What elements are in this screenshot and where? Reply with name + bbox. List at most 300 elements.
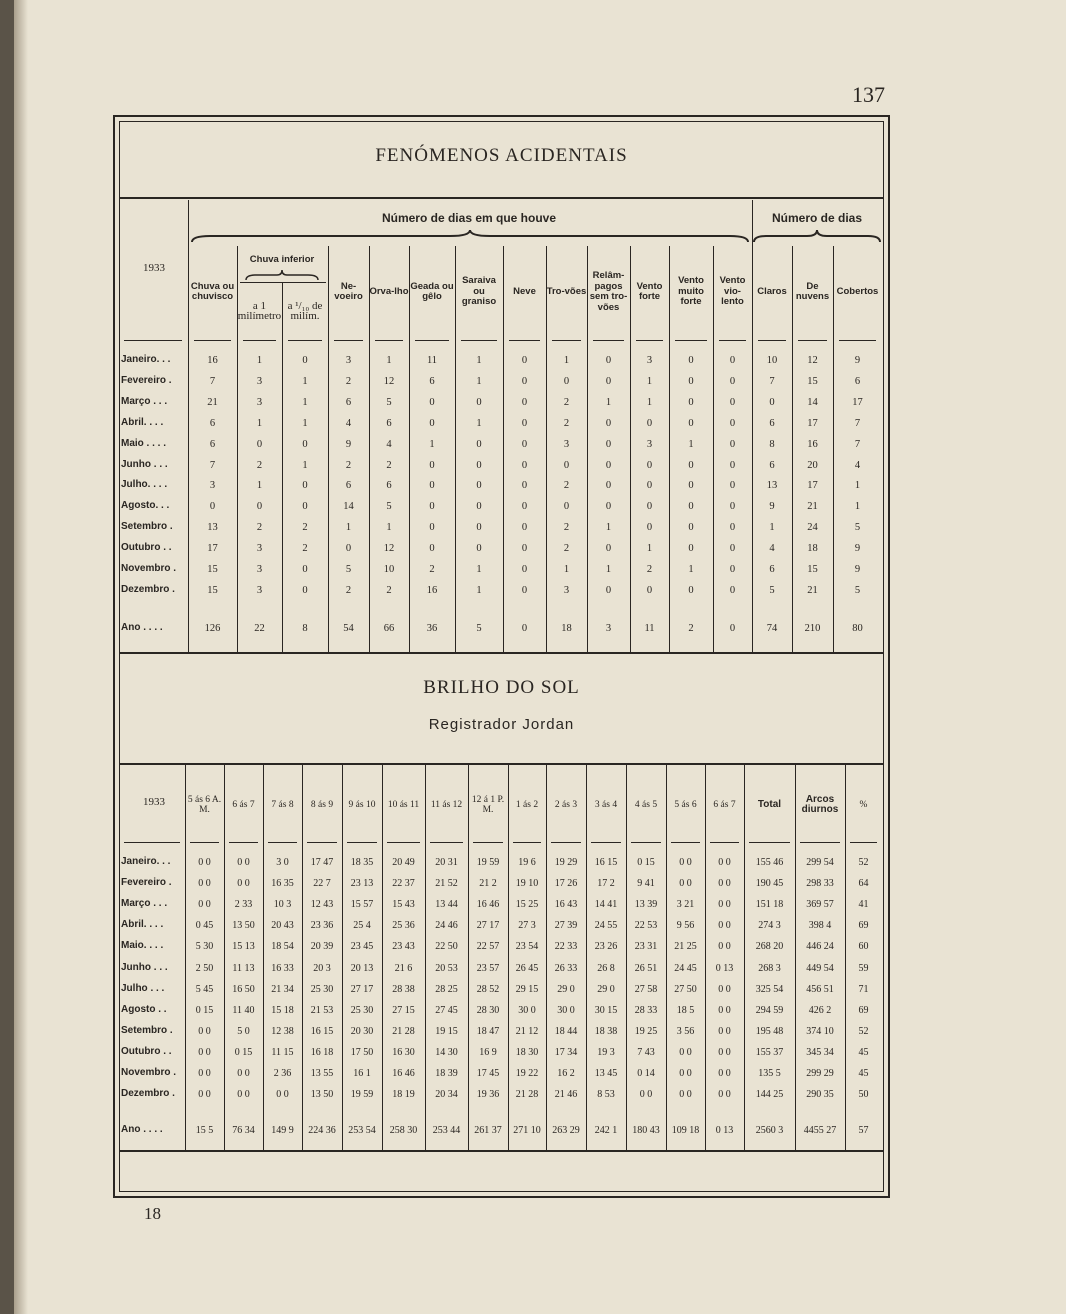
- section2-row-label: Fevereiro .: [121, 877, 172, 889]
- section1-cell: 0: [521, 543, 528, 555]
- section2-cell: 14 41: [594, 899, 618, 911]
- section2-header-underline: [190, 842, 219, 843]
- section2-cell: 69: [858, 1004, 869, 1016]
- section2-cell: 16 2: [557, 1068, 575, 1079]
- section2-cell: 7 43: [637, 1046, 655, 1058]
- section1-cell: 0: [688, 543, 694, 555]
- section1-header-underline: [636, 340, 663, 341]
- section2-header-underline: [268, 842, 297, 843]
- section2-cell: 16 46: [392, 1068, 415, 1079]
- section2-header-underline: [513, 842, 541, 843]
- section2-cell: 17 26: [554, 878, 578, 890]
- section2-cell: 23 13: [350, 878, 374, 890]
- section2-title: BRILHO DO SOL: [423, 677, 580, 698]
- section1-cell: 0: [688, 396, 694, 408]
- section1-cell: 1: [646, 543, 653, 555]
- section2-title-rule: [119, 763, 884, 765]
- section1-cell: 5: [386, 501, 392, 513]
- section1-cell: 0: [729, 417, 736, 429]
- section2-cell: 29 0: [597, 983, 615, 995]
- section1-cell: 1: [688, 438, 694, 450]
- section2-cell: 21 25: [674, 941, 697, 953]
- section1-cell: 3: [256, 543, 263, 555]
- section2-cell: 0 45: [195, 920, 214, 932]
- section1-cell: 5: [345, 564, 352, 575]
- section1-cell: 3: [563, 584, 570, 596]
- section2-cell: 19 22: [515, 1068, 539, 1079]
- section2-cell: 25 4: [353, 920, 371, 932]
- section1-cell: 0: [476, 459, 482, 471]
- section2-cell: 23 26: [594, 941, 618, 953]
- section1-cell: 0: [302, 355, 308, 366]
- section1-total-cell: 2: [688, 623, 694, 634]
- section1-row-label: Outubro . .: [121, 542, 172, 554]
- section1-total-cell: 210: [804, 623, 821, 634]
- section1-cell: 0: [688, 459, 694, 471]
- section2-cell: 52: [858, 857, 869, 868]
- section2-cell: 9 41: [637, 878, 655, 890]
- section2-cell: 45: [858, 1068, 869, 1079]
- section2-cell: 28 38: [392, 983, 415, 995]
- section1-total-cell: 11: [644, 623, 655, 634]
- section2-cell: 16 15: [310, 1025, 334, 1037]
- section2-header-underline: [307, 842, 337, 843]
- section1-cell: 3: [646, 438, 653, 450]
- section1-cell: 2: [386, 459, 392, 471]
- section2-cell: 28 33: [634, 1004, 658, 1016]
- section2-cell: 0 0: [639, 1089, 653, 1101]
- section2-cell: 21 53: [310, 1004, 334, 1016]
- section2-cell: 24 55: [594, 920, 618, 932]
- section2-cell: 13 50: [232, 920, 255, 932]
- section1-cell: 7: [209, 375, 216, 387]
- section2-cell: 290 35: [806, 1089, 834, 1101]
- group-header-days: Número de dias em que houve: [381, 211, 557, 225]
- section2-cell: 0 0: [198, 878, 211, 890]
- section2-total-cell: 253 54: [348, 1125, 376, 1136]
- section1-header-3: Ne-voeiro: [334, 280, 363, 302]
- section1-cell: 16: [207, 355, 218, 366]
- section1-cell: 1: [302, 396, 308, 408]
- section2-cell: 0 0: [198, 1046, 211, 1058]
- section2-cell: 28 30: [476, 1004, 500, 1016]
- subheader-rule: [240, 282, 326, 283]
- section1-cell: 0: [521, 417, 528, 429]
- section1-cell: 1: [605, 522, 612, 534]
- section2-row-label: Junho . . .: [121, 961, 168, 973]
- section1-cell: 1: [256, 417, 263, 429]
- section2-cell: 9 56: [676, 920, 695, 932]
- section2-total-cell: 149 9: [271, 1125, 294, 1136]
- section1-header-underline: [334, 340, 363, 341]
- section1-cell: 12: [383, 543, 395, 555]
- section1-cell: 0: [729, 438, 736, 450]
- section2-header-11: 4 ás 5: [634, 799, 658, 810]
- section2-cell: 190 45: [755, 878, 784, 890]
- page-number-bottom: 18: [144, 1204, 161, 1223]
- section2-cell: 20 43: [271, 920, 294, 932]
- section2-cell: 17 47: [310, 857, 334, 868]
- section2-total-cell: 15 5: [195, 1125, 214, 1136]
- section1-cell: 0: [521, 584, 528, 596]
- section1-cell: 0: [302, 480, 308, 492]
- section2-cell: 28 25: [435, 983, 458, 995]
- section2-header-underline: [800, 842, 840, 843]
- section2-cell: 22 37: [392, 878, 415, 890]
- section1-cell: 0: [646, 417, 653, 429]
- section1-total-cell: 74: [766, 623, 778, 634]
- section1-cell: 2: [563, 396, 570, 408]
- section2-header-5: 10 ás 11: [387, 799, 420, 810]
- section1-cell: 9: [854, 564, 861, 575]
- section1-cell: 9: [854, 543, 861, 555]
- section2-cell: 25 30: [310, 983, 334, 995]
- section2-cell: 16 1: [353, 1068, 371, 1079]
- section2-cell: 21 2: [479, 878, 497, 890]
- section1-header-8: Tro-vões: [546, 285, 587, 297]
- section1-cell: 0: [521, 355, 528, 366]
- section2-cell: 21 6: [394, 962, 413, 974]
- section2-subtitle: Registrador Jordan: [428, 716, 575, 733]
- section2-cell: 27 39: [554, 920, 578, 932]
- section1-header-1: a 1 milímetro: [237, 299, 282, 322]
- section2-cell: 0 0: [679, 1046, 692, 1058]
- section2-cell: 15 25: [515, 899, 539, 911]
- section1-cell: 6: [769, 459, 775, 471]
- section1-cell: 0: [302, 501, 308, 513]
- section2-cell: 426 2: [808, 1004, 832, 1016]
- section2-cell: 0 0: [237, 857, 250, 868]
- section2-cell: 20 13: [350, 962, 374, 974]
- section1-header-underline: [593, 340, 624, 341]
- section1-header-underline: [415, 340, 449, 341]
- section2-cell: 14 30: [435, 1046, 458, 1058]
- section1-total-cell: 3: [605, 623, 612, 634]
- section2-cell: 19 15: [435, 1025, 458, 1037]
- section1-header-underline: [675, 340, 707, 341]
- section1-header-2: a ¹/₁₀ de milím.: [287, 299, 323, 322]
- section2-cell: 0 0: [718, 983, 731, 995]
- section1-header-6: Saraiva ou graniso: [461, 275, 497, 308]
- section1-total-cell: 5: [476, 623, 482, 634]
- section1-cell: 4: [345, 417, 352, 429]
- section1-cell: 2: [563, 417, 570, 429]
- section1-cell: 1: [854, 480, 861, 492]
- section1-cell: 0: [605, 375, 612, 387]
- section2-row-label: Outubro . .: [121, 1045, 172, 1057]
- section1-total-cell: 8: [302, 623, 308, 634]
- section1-header-underline: [124, 340, 182, 341]
- section2-cell: 18 19: [392, 1089, 415, 1101]
- section2-cell: 17 45: [476, 1068, 500, 1079]
- section1-cell: 2: [563, 480, 570, 492]
- section1-cell: 0: [209, 501, 216, 513]
- section1-total-label: Ano . . . .: [121, 622, 163, 633]
- section2-cell: 2 33: [234, 899, 253, 911]
- section1-cell: 0: [429, 522, 435, 534]
- section1-cell: 2: [646, 564, 653, 575]
- brace-chuva-inferior: [244, 270, 320, 282]
- section2-cell: 27 58: [634, 983, 658, 995]
- section1-cell: 1: [476, 417, 482, 429]
- section1-cell: 0: [429, 459, 435, 471]
- section2-cell: 11 13: [232, 962, 255, 974]
- section2-cell: 17 2: [597, 878, 615, 890]
- section1-cell: 0: [729, 501, 736, 513]
- section1-cell: 1: [688, 564, 694, 575]
- section2-header-underline: [710, 842, 739, 843]
- section1-cell: 2: [563, 543, 570, 555]
- section2-cell: 20 49: [392, 857, 415, 868]
- section1-cell: 5: [386, 396, 392, 408]
- section1-header-underline: [288, 340, 322, 341]
- section1-cell: 0: [476, 501, 482, 513]
- section1-cell: 6: [769, 417, 775, 429]
- section1-cell: 0: [729, 355, 736, 366]
- section2-cell: 13 50: [310, 1089, 334, 1101]
- section1-cell: 14: [807, 396, 818, 408]
- group-header-number-days: Número de dias: [771, 211, 863, 225]
- section2-cell: 19 59: [350, 1089, 374, 1101]
- section1-cell: 0: [563, 375, 570, 387]
- section2-cell: 155 46: [755, 857, 784, 868]
- section1-cell: 0: [729, 459, 736, 471]
- section2-cell: 16 50: [232, 983, 255, 995]
- section2-cell: 144 25: [755, 1089, 784, 1101]
- section1-cell: 2: [302, 543, 308, 555]
- section2-cell: 11 40: [232, 1004, 255, 1016]
- section2-cell: 0 0: [718, 920, 731, 932]
- section1-cell: 2: [302, 522, 308, 534]
- section2-row-label: Maio. . . .: [121, 940, 164, 952]
- section1-cell: 6: [209, 438, 216, 450]
- section2-cell: 25 36: [392, 920, 415, 932]
- section1-cell: 5: [854, 522, 861, 534]
- section2-cell: 20 53: [435, 962, 458, 974]
- section2-row-label: Abril. . . .: [121, 919, 164, 931]
- section1-cell: 0: [729, 375, 736, 387]
- section2-cell: 16 30: [392, 1046, 415, 1058]
- section1-cell: 0: [729, 396, 736, 408]
- section2-row-label: Agosto . .: [121, 1003, 167, 1015]
- section1-cell: 6: [854, 375, 861, 387]
- section1-cell: 8: [769, 438, 775, 450]
- section2-cell: 0 0: [718, 1046, 731, 1058]
- section1-cell: 0: [429, 543, 435, 555]
- section2-cell: 0 0: [198, 899, 211, 911]
- section1-cell: 2: [345, 584, 352, 596]
- section1-header-underline: [461, 340, 497, 341]
- section1-cell: 2: [256, 459, 263, 471]
- section2-cell: 60: [858, 941, 869, 953]
- section2-cell: 398 4: [808, 920, 832, 932]
- section1-cell: 0: [605, 355, 612, 366]
- section2-cell: 69: [858, 920, 869, 932]
- section1-cell: 6: [429, 375, 435, 387]
- section1-cell: 0: [729, 584, 736, 596]
- section1-cell: 1: [563, 564, 570, 575]
- section1-cell: 7: [209, 459, 216, 471]
- section2-cell: 298 33: [806, 878, 834, 890]
- section2-cell: 16 15: [594, 857, 618, 868]
- section1-cell: 0: [521, 522, 528, 534]
- section-divider: [119, 652, 884, 654]
- section1-header-underline: [798, 340, 827, 341]
- section2-cell: 0 15: [195, 1004, 214, 1016]
- section2-cell: 52: [858, 1025, 869, 1037]
- section2-cell: 17 50: [350, 1046, 374, 1058]
- section2-cell: 0 0: [718, 857, 731, 868]
- section2-cell: 29 15: [515, 983, 539, 995]
- section2-cell: 16 33: [271, 962, 294, 974]
- section1-cell: 1: [386, 355, 392, 366]
- section2-cell: 268 3: [758, 962, 781, 974]
- section2-cell: 23 45: [350, 941, 374, 953]
- section2-header-underline: [473, 842, 503, 843]
- section2-cell: 26 33: [554, 962, 578, 974]
- section1-cell: 0: [521, 564, 528, 575]
- section2-cell: 21 28: [392, 1025, 415, 1037]
- section1-row-label: Abril. . . .: [121, 416, 164, 428]
- section2-cell: 3 21: [676, 899, 695, 911]
- section2-header-7: 12 á 1 P. M.: [471, 794, 505, 815]
- section1-cell: 17: [807, 417, 818, 429]
- section2-cell: 151 18: [755, 899, 784, 911]
- section1-cell: 1: [476, 375, 482, 387]
- section1-cell: 2: [345, 459, 352, 471]
- section2-total-cell: 258 30: [389, 1125, 418, 1136]
- section1-cell: 1: [256, 480, 263, 492]
- section2-cell: 5 30: [195, 941, 214, 953]
- section2-header-9: 2 ás 3: [554, 799, 578, 810]
- section1-cell: 4: [386, 438, 392, 450]
- section2-total-cell: 253 44: [432, 1125, 461, 1136]
- section1-cell: 1: [256, 355, 263, 366]
- section2-total-cell: 0 13: [715, 1125, 734, 1136]
- section2-cell: 23 36: [310, 920, 334, 932]
- section2-cell: 19 3: [597, 1046, 615, 1058]
- section1-cell: 10: [766, 355, 778, 366]
- section1-cell: 17: [852, 396, 863, 408]
- section1-header-13: Claros: [757, 285, 787, 297]
- section2-cell: 27 3: [518, 920, 536, 932]
- section2-header-underline: [631, 842, 661, 843]
- section2-cell: 27 45: [435, 1004, 458, 1016]
- section2-cell: 22 7: [313, 878, 331, 890]
- section2-cell: 26 45: [515, 962, 539, 974]
- section1-cell: 0: [605, 543, 612, 555]
- section2-cell: 16 35: [271, 878, 294, 890]
- section1-cell: 13: [766, 480, 778, 492]
- section1-cell: 13: [207, 522, 218, 534]
- section2-cell: 18 38: [594, 1025, 618, 1037]
- section1-cell: 9: [345, 438, 352, 450]
- section2-cell: 19 10: [515, 878, 539, 890]
- section1-cell: 12: [807, 355, 818, 366]
- section2-cell: 0 0: [237, 878, 250, 890]
- section2-cell: 28 52: [476, 983, 500, 995]
- section2-cell: 299 54: [806, 857, 834, 868]
- section2-cell: 71: [858, 983, 869, 995]
- section1-header-underline: [719, 340, 746, 341]
- section1-cell: 2: [256, 522, 263, 534]
- section2-cell: 50: [858, 1089, 869, 1101]
- section1-cell: 0: [729, 522, 736, 534]
- section2-cell: 22 33: [554, 941, 578, 953]
- section1-cell: 0: [688, 375, 694, 387]
- section2-cell: 45: [858, 1046, 869, 1058]
- section2-cell: 27 15: [392, 1004, 415, 1016]
- section2-cell: 17 34: [554, 1046, 578, 1058]
- section1-cell: 0: [688, 355, 694, 366]
- section2-header-underline: [671, 842, 700, 843]
- section1-cell: 0: [429, 396, 435, 408]
- section1-cell: 2: [345, 375, 352, 387]
- section1-cell: 7: [854, 417, 861, 429]
- section2-cell: 446 24: [806, 941, 834, 953]
- section2-cell: 374 10: [806, 1025, 834, 1037]
- section1-row-label: Dezembro .: [121, 583, 175, 595]
- section2-header-3: 8 ás 9: [310, 799, 334, 810]
- section2-cell: 0 0: [276, 1089, 289, 1101]
- section2-total-cell: 109 18: [671, 1125, 700, 1136]
- section1-header-0: Chuva ou chuvisco: [190, 280, 235, 302]
- section2-cell: 3 56: [676, 1025, 695, 1037]
- section2-cell: 0 0: [718, 878, 731, 890]
- section1-header-underline: [509, 340, 540, 341]
- section2-cell: 15 13: [232, 941, 255, 953]
- section2-cell: 23 31: [634, 941, 658, 953]
- section1-cell: 1: [605, 396, 612, 408]
- section1-cell: 2: [563, 522, 570, 534]
- section2-total-cell: 224 36: [308, 1125, 336, 1136]
- section1-cell: 1: [476, 355, 482, 366]
- section1-cell: 1: [476, 584, 482, 596]
- section1-cell: 11: [426, 355, 438, 366]
- section1-cell: 1: [769, 522, 775, 534]
- section1-title-rule: [119, 197, 884, 199]
- section1-header-15: Cobertos: [836, 285, 879, 297]
- section2-cell: 0 0: [198, 857, 211, 868]
- section2-cell: 16 46: [476, 899, 500, 911]
- section1-cell: 0: [521, 438, 528, 450]
- section2-total-cell: 57: [858, 1125, 869, 1136]
- section2-total-label: Ano . . . .: [121, 1124, 163, 1135]
- section2-total-cell: 261 37: [474, 1125, 502, 1136]
- section2-cell: 21 34: [271, 983, 294, 995]
- section1-cell: 0: [302, 438, 308, 450]
- section2-cell: 18 44: [554, 1025, 578, 1037]
- section1-cell: 1: [854, 501, 861, 513]
- section2-cell: 27 17: [476, 920, 500, 932]
- section2-cell: 135 5: [758, 1068, 781, 1079]
- section1-total-cell: 36: [426, 623, 438, 634]
- section2-cell: 195 48: [755, 1025, 784, 1037]
- section2-cell: 8 53: [597, 1089, 615, 1101]
- section1-total-cell: 0: [521, 623, 528, 634]
- section1-total-cell: 22: [254, 623, 265, 634]
- section2-header-underline: [387, 842, 420, 843]
- section1-header-underline: [375, 340, 403, 341]
- section1-row-label: Julho. . . .: [121, 479, 168, 491]
- section1-cell: 0: [429, 417, 435, 429]
- section2-cell: 0 0: [237, 1068, 250, 1079]
- section2-cell: 21 46: [554, 1089, 578, 1101]
- section2-cell: 18 47: [476, 1025, 500, 1037]
- section1-cell: 15: [207, 584, 218, 596]
- section1-cell: 2: [386, 584, 392, 596]
- section2-cell: 21 28: [515, 1089, 539, 1101]
